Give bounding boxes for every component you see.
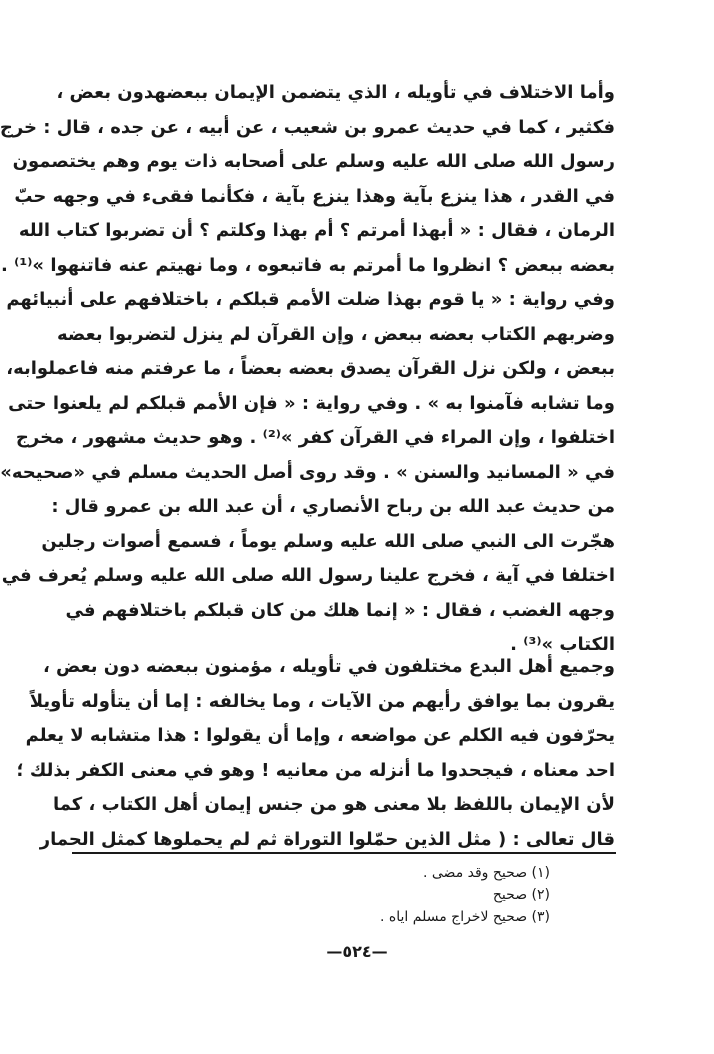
- text-line: من حديث عبد الله بن رباح الأنصاري ، أن عبد الله بن عمرو قال :: [51, 496, 615, 517]
- text-line: في القدر ، هذا ينزع بآية وهذا ينزع بآية ، فكأنما فقىء في وجهه حبّ: [14, 185, 615, 207]
- text-line: اختلفا في آية ، فخرج علينا رسول الله صلى الله عليه وسلم يُعرف في: [1, 565, 615, 586]
- text-line: يحرّفون فيه الكلم عن مواضعه ، وإما أن يقولوا : هذا متشابه لا يعلم: [25, 725, 615, 746]
- footnote: (٣) صحيح لاخراج مسلم اياه .: [380, 909, 550, 925]
- text-line: رسول الله صلى الله عليه وسلم على أصحابه ذات يوم وهم يختصمون: [12, 151, 615, 172]
- text-line: وضربهم الكتاب بعضه ببعض ، وإن القرآن لم ينزل لتضربوا بعضه: [57, 323, 615, 345]
- text-line: وما تشابه فآمنوا به » . وفي رواية : « فإن الأمم قبلكم لم يلعنوا حتى: [8, 392, 615, 414]
- text-line: في « المسانيد والسنن » . وقد روى أصل الحديث مسلم في «صحيحه»: [0, 461, 615, 483]
- text-line: ببعض ، ولكن نزل القرآن يصدق بعضه بعضاً ، ما عرفتم منه فاعملوابه،: [6, 358, 615, 379]
- text-line: هجّرت الى النبي صلى الله عليه وسلم يوماً ، فسمع أصوات رجلين: [41, 530, 615, 552]
- text-line: لأن الإيمان باللفظ بلا معنى هو من جنس إيمان أهل الكتاب ، كما: [52, 794, 615, 815]
- footnotes: [250, 862, 550, 928]
- footnote: (١) صحيح وقد مضى .: [422, 865, 550, 881]
- text-line: قال تعالى : ( مثل الذين حمّلوا التوراة ثم لم يحملوها كمثل الحمار: [39, 828, 615, 850]
- text-line: الكتاب »⁽³⁾ .: [510, 634, 615, 655]
- text-line: وفي رواية : « يا قوم بهذا ضلت الأمم قبلكم ، باختلافهم على أنبيائهم: [6, 289, 615, 310]
- page-number: —٥٢٤—: [326, 942, 388, 961]
- text-line: وجهه الغضب ، فقال : « إنما هلك من كان قبلكم باختلافهم في: [65, 599, 615, 621]
- text-line: يقرون بما يوافق رأيهم من الآيات ، وما يخالفه : إما أن يتأوله تأويلاً: [29, 690, 615, 712]
- text-line: وأما الاختلاف في تأويله ، الذي يتضمن الإيمان ببعضهدون بعض ،: [56, 82, 615, 103]
- text-line: الرمان ، فقال : « أبهذا أمرتم ؟ أم بهذا وكلتم ؟ أن تضربوا كتاب الله: [18, 220, 615, 241]
- footnote-divider: [72, 852, 616, 854]
- footnote: (٢) صحيح: [492, 887, 550, 903]
- text-line: احد معناه ، فيجحدوا ما أنزله من معانيه ! وهو في معنى الكفر بذلك ؛: [16, 759, 615, 781]
- text-line: فكثير ، كما في حديث عمرو بن شعيب ، عن أبيه ، عن جده ، قال : خرج: [0, 116, 615, 138]
- paragraph-1: [0, 76, 615, 663]
- text-line: اختلفوا ، وإن المراء في القرآن كفر »⁽²⁾ . وهو حديث مشهور ، مخرج: [15, 427, 615, 448]
- text-line: بعضه ببعض ؟ انظروا ما أمرتم به فاتبعوه ، وما نهيتم عنه فاتنهوا »⁽¹⁾ .: [1, 254, 615, 276]
- paragraph-2: [16, 650, 615, 857]
- text-line: وجميع أهل البدع مختلفون في تأويله ، مؤمنون ببعضه دون بعض ،: [42, 656, 615, 677]
